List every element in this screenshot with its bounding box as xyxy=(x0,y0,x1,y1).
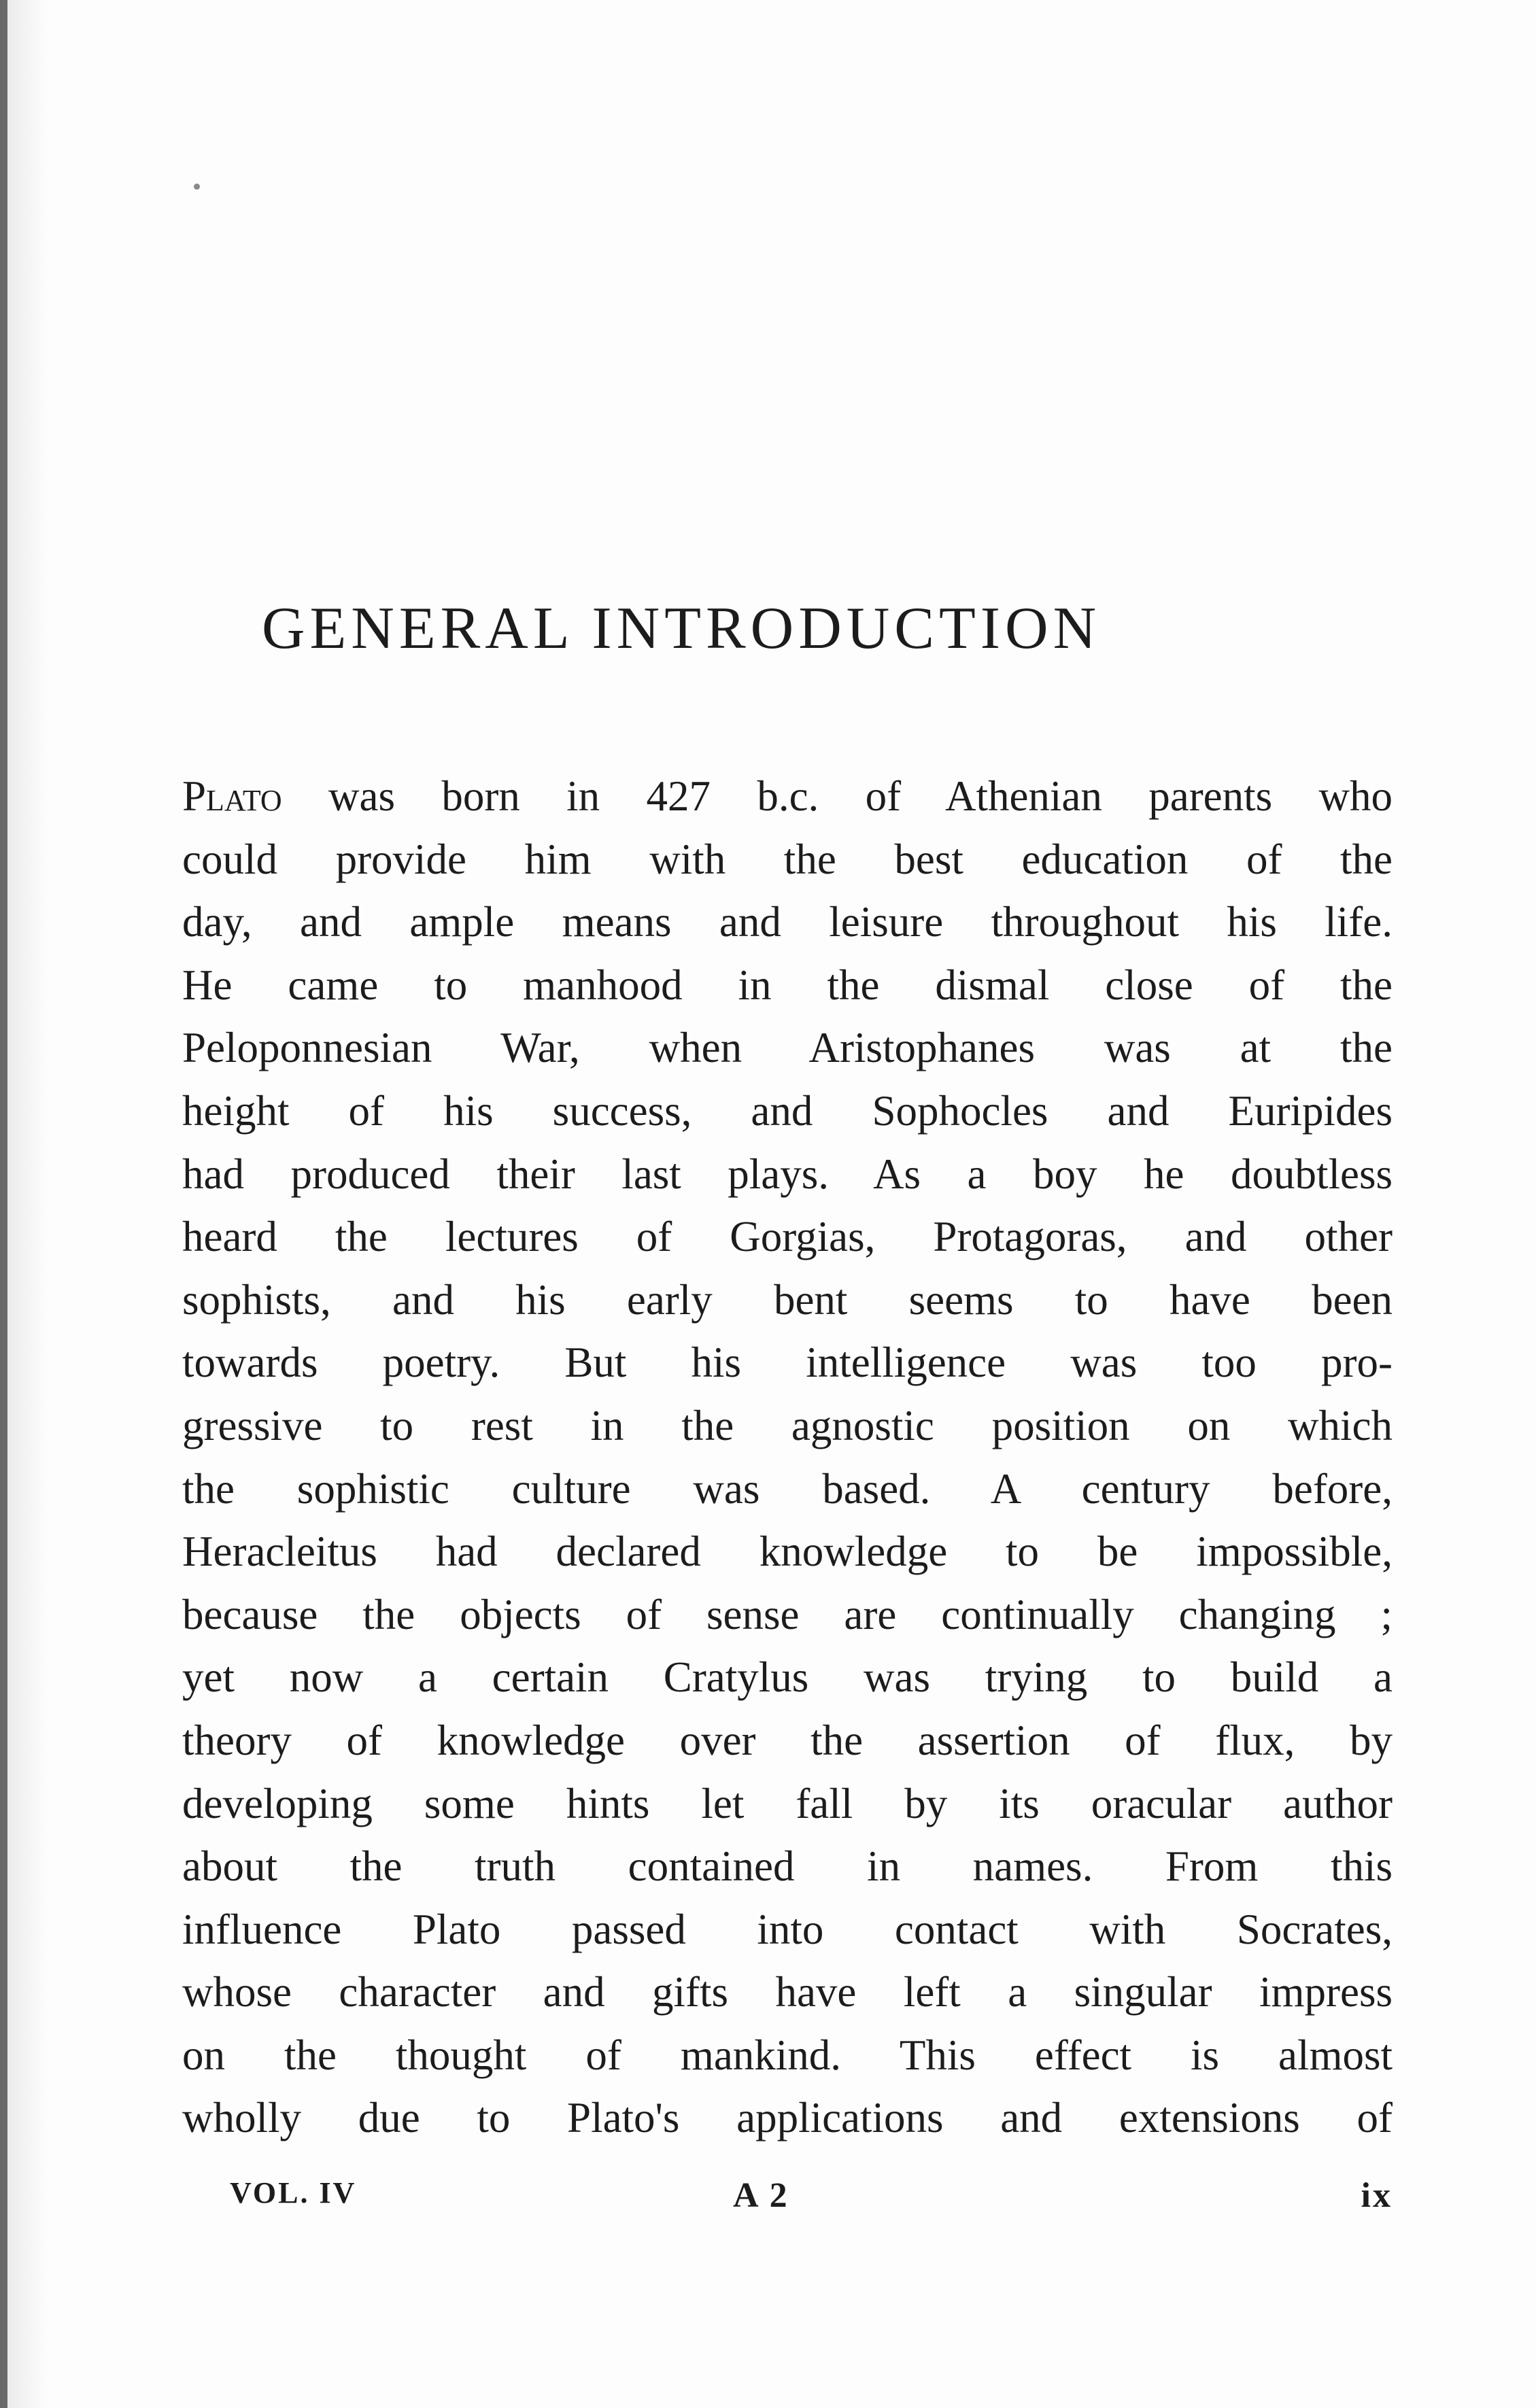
chapter-heading: GENERAL INTRODUCTION xyxy=(262,596,1102,661)
text-line: because the objects of sense are continually changing ; xyxy=(182,1590,1393,1638)
text-line: had produced their last plays. As a boy he doubtless xyxy=(182,1150,1393,1198)
text-line: wholly due to Plato's applications and extensions of xyxy=(182,2094,1393,2142)
text-line: whose character and gifts have left a singular impress xyxy=(182,1968,1393,2016)
page-number: ix xyxy=(1361,2176,1393,2215)
text-line: gressive to rest in the agnostic position on which xyxy=(182,1401,1393,1449)
paper-speck xyxy=(194,184,200,190)
page-binding-edge xyxy=(0,0,7,2408)
text-line: heard the lectures of Gorgias, Protagoras, and other xyxy=(182,1213,1393,1261)
volume-label: VOL. IV xyxy=(230,2176,357,2209)
text-line: towards poetry. But his intelligence was too pro- xyxy=(182,1339,1393,1387)
text-line: Heracleitus had declared knowledge to be impossible, xyxy=(182,1528,1393,1576)
text-line: the sophistic culture was based. A century before, xyxy=(182,1464,1393,1513)
text-line: Plato was born in 427 b.c. of Athenian parents who xyxy=(182,772,1393,820)
text-line: developing some hints let fall by its oracular author xyxy=(182,1779,1393,1827)
signature-mark: A 2 xyxy=(733,2176,789,2215)
body-paragraph xyxy=(182,765,1393,2150)
page-gutter-shadow xyxy=(7,0,48,2408)
text-line: theory of knowledge over the assertion of flux, by xyxy=(182,1716,1393,1764)
text-line: sophists, and his early bent seems to have been xyxy=(182,1275,1393,1324)
text-line: could provide him with the best education of the xyxy=(182,835,1393,883)
text-line: Peloponnesian War, when Aristophanes was at the xyxy=(182,1024,1393,1072)
text-line: day, and ample means and leisure throughout his life. xyxy=(182,898,1393,946)
text-line: He came to manhood in the dismal close of the xyxy=(182,961,1393,1009)
text-line: yet now a certain Cratylus was trying to build a xyxy=(182,1653,1393,1702)
opening-word: Plato xyxy=(182,772,282,820)
text-line: influence Plato passed into contact with Socrates, xyxy=(182,1905,1393,1953)
text-line: height of his success, and Sophocles and Euripides xyxy=(182,1086,1393,1135)
page-footer xyxy=(182,2175,1393,2223)
text-line: about the truth contained in names. From this xyxy=(182,1842,1393,1891)
text-line: on the thought of mankind. This effect is almost xyxy=(182,2031,1393,2079)
